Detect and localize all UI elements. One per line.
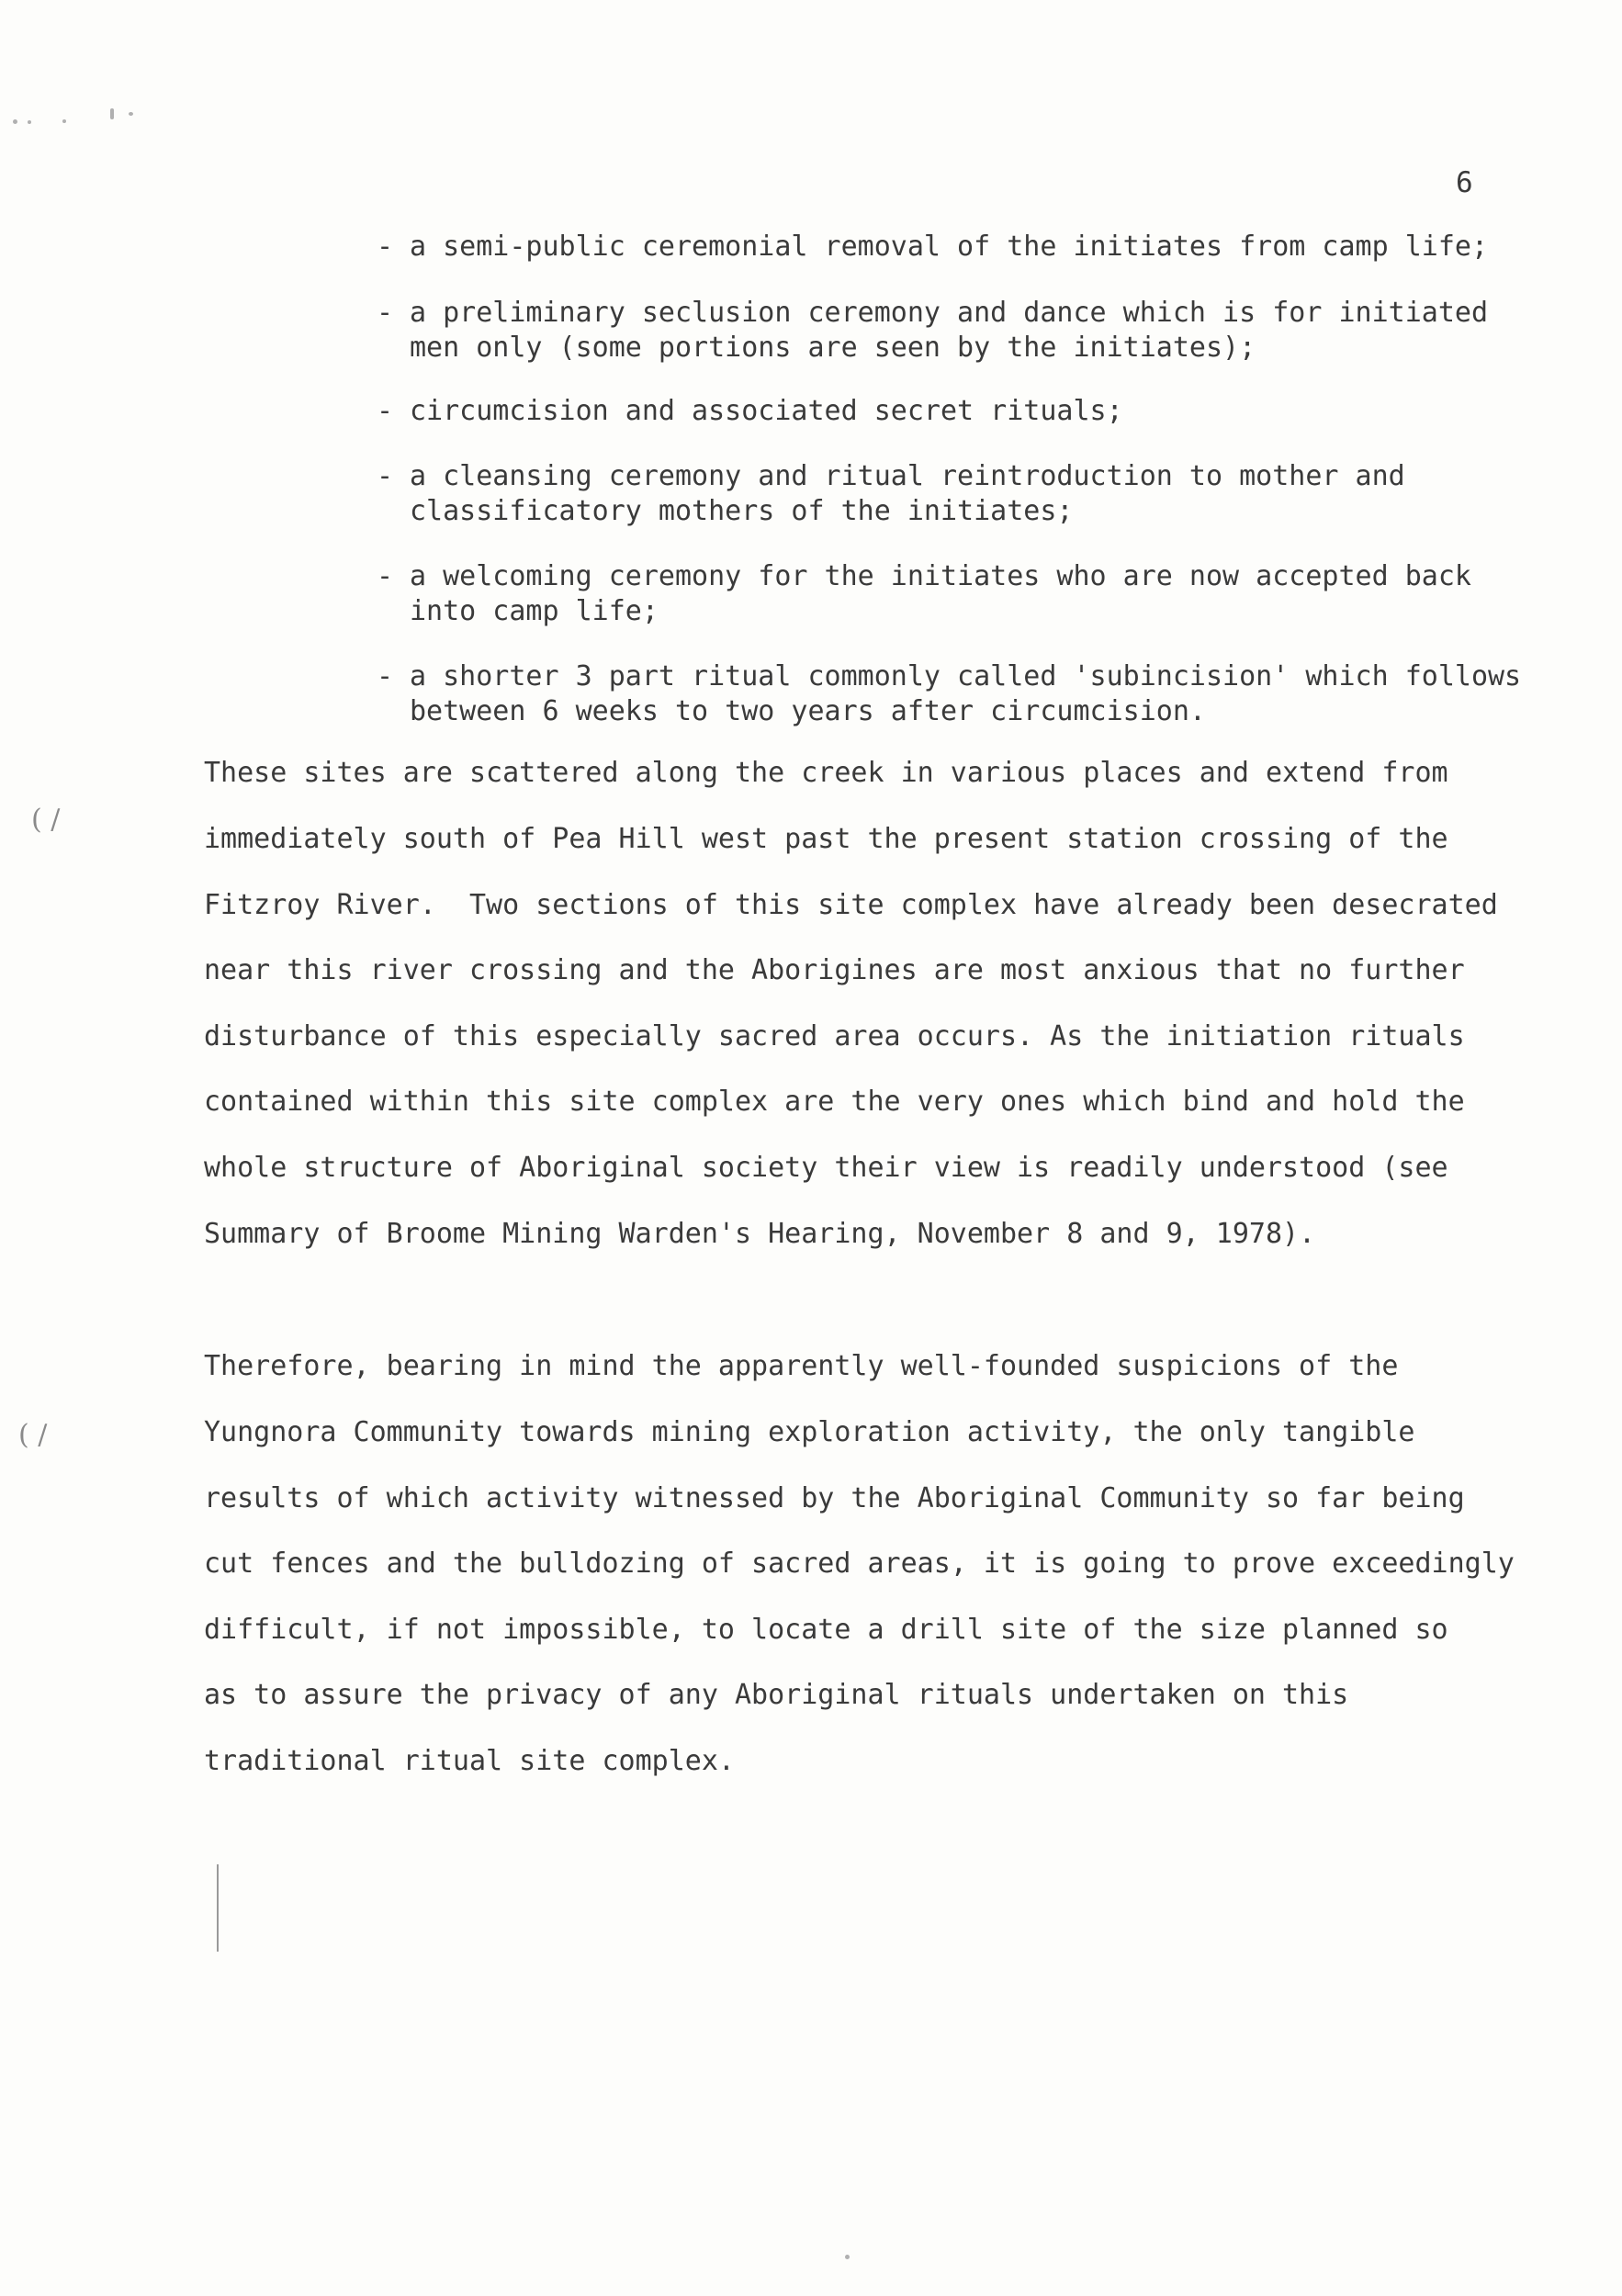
- paragraph-line: Yungnora Community towards mining exploration activity, the only tangible: [204, 1416, 1415, 1448]
- margin-bracket-mark: ( /: [31, 804, 61, 836]
- scan-speck: [129, 112, 133, 116]
- list-item-text: circumcision and associated secret rituals;: [410, 395, 1123, 427]
- bullet-dash: -: [377, 395, 394, 427]
- list-item: [377, 559, 1571, 629]
- list-item: [377, 659, 1571, 729]
- paragraph-line: disturbance of this especially sacred area occurs. As the initiation rituals: [204, 1020, 1465, 1052]
- bullet-dash: -: [377, 297, 394, 329]
- margin-pencil-line: [217, 1864, 219, 1952]
- bullet-dash: -: [377, 460, 394, 492]
- margin-bracket-mark: ( /: [18, 1419, 48, 1451]
- list-item: [377, 394, 1571, 429]
- paragraph-line: as to assure the privacy of any Aboriginal rituals undertaken on this: [204, 1679, 1349, 1711]
- paragraph-line: cut fences and the bulldozing of sacred areas, it is going to prove exceedingly: [204, 1548, 1515, 1580]
- list-item-text: a shorter 3 part ritual commonly called 'subincision' which follows between 6 weeks to two years after circumcision.: [410, 660, 1522, 727]
- scan-speck: [13, 119, 17, 124]
- page-number: 6: [1456, 166, 1473, 199]
- scan-speck: [110, 108, 114, 119]
- scan-speck: [845, 2255, 850, 2259]
- paragraph-line: near this river crossing and the Aborigines are most anxious that no further: [204, 954, 1465, 986]
- bullet-dash: -: [377, 231, 394, 263]
- paragraph-line: difficult, if not impossible, to locate a drill site of the size planned so: [204, 1614, 1448, 1646]
- scan-speck: [62, 119, 66, 123]
- paragraph-line: Fitzroy River. Two sections of this site complex have already been desecrated: [204, 889, 1498, 921]
- list-item-text: a preliminary seclusion ceremony and dance which is for initiated men only (some portions are seen by the initiates);: [410, 297, 1488, 364]
- list-item: [377, 230, 1571, 264]
- paragraph-line: Therefore, bearing in mind the apparently well-founded suspicions of the: [204, 1350, 1399, 1382]
- paragraph-line: whole structure of Aboriginal society their view is readily understood (see: [204, 1152, 1448, 1184]
- list-item-text: a cleansing ceremony and ritual reintroduction to mother and classificatory mothers of the initiates;: [410, 460, 1405, 527]
- paragraph-line: results of which activity witnessed by the Aboriginal Community so far being: [204, 1482, 1465, 1514]
- list-item: [377, 296, 1571, 366]
- bullet-dash: -: [377, 660, 394, 692]
- paragraph-line: Summary of Broome Mining Warden's Hearing, November 8 and 9, 1978).: [204, 1218, 1316, 1250]
- list-item: [377, 459, 1571, 529]
- paragraph-line: traditional ritual site complex.: [204, 1745, 735, 1777]
- list-item-text: a welcoming ceremony for the initiates who are now accepted back into camp life;: [410, 560, 1471, 627]
- paragraph-line: immediately south of Pea Hill west past the present station crossing of the: [204, 823, 1448, 855]
- scan-speck: [28, 120, 31, 124]
- list-item-text: a semi-public ceremonial removal of the initiates from camp life;: [410, 231, 1488, 263]
- paragraph-line: contained within this site complex are the very ones which bind and hold the: [204, 1086, 1465, 1118]
- paragraph-line: These sites are scattered along the creek in various places and extend from: [204, 757, 1448, 789]
- bullet-dash: -: [377, 560, 394, 592]
